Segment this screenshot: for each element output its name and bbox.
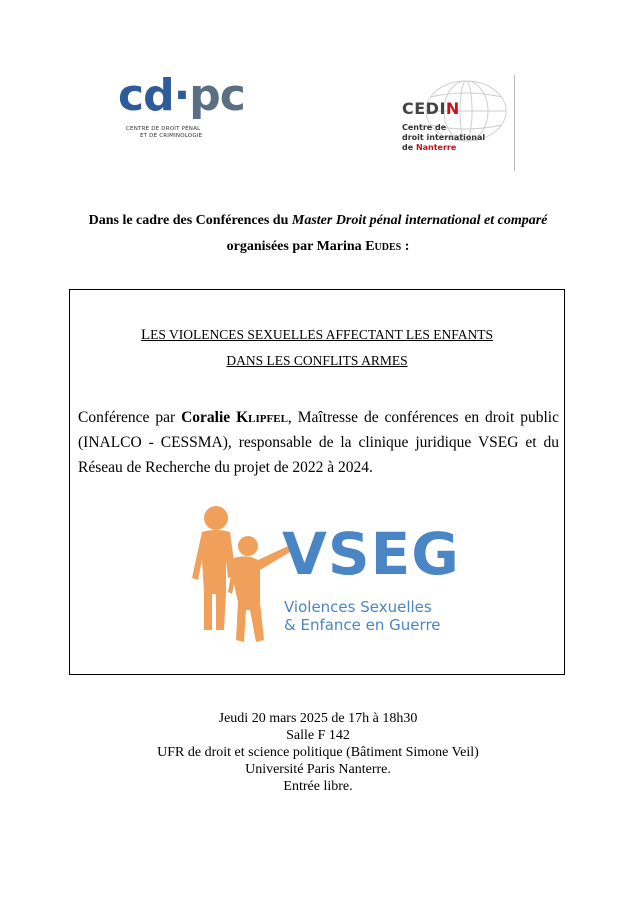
organizer-surname: Eudes: [365, 239, 402, 254]
vseg-acronym: VSEG: [282, 520, 460, 588]
intro-paragraph: Dans le cadre des Conférences du Master Droit pénal international et comparé organisées par Marina Eudes :: [88, 213, 548, 254]
conference-description: Conférence par Coralie Klipfel, Maîtresse de conférences en droit public (INALCO - CESSMA), responsable de la clinique juridique VSEG et du Réseau de Recherche du projet de 2022 à 2024.: [78, 409, 559, 476]
event-building: UFR de droit et science politique (Bâtiment Simone Veil): [157, 745, 479, 760]
event-access: Entrée libre.: [283, 779, 353, 794]
event-date: Jeudi 20 mars 2025 de 17h à 18h30: [218, 711, 418, 726]
conference-title: LES VIOLENCES SEXUELLES AFFECTANT LES ENFANTS DANS LES CONFLITS ARMES: [141, 327, 493, 368]
cedin-subtitle: Centre de droit international de Nanterre: [402, 123, 486, 152]
conference-box: [69, 289, 565, 675]
vseg-logo: [192, 502, 460, 652]
cedin-logo: [386, 75, 518, 171]
event-room: Salle F 142: [286, 728, 350, 743]
vseg-tagline: Violences Sexuelles & Enfance en Guerre: [284, 598, 441, 634]
cdpc-logo: [118, 70, 268, 146]
cdpc-logo-subtitle: CENTRE DE DROIT PÉNAL ET DE CRIMINOLOGIE: [126, 126, 203, 139]
cdpc-logo-wordmark: cd·pc: [118, 70, 245, 121]
event-university: Université Paris Nanterre.: [245, 762, 391, 777]
cedin-wordmark: CEDIN: [402, 99, 460, 118]
event-info: [60, 710, 576, 795]
speaker-surname: Klipfel: [236, 409, 288, 426]
cedin-divider: [514, 75, 515, 171]
